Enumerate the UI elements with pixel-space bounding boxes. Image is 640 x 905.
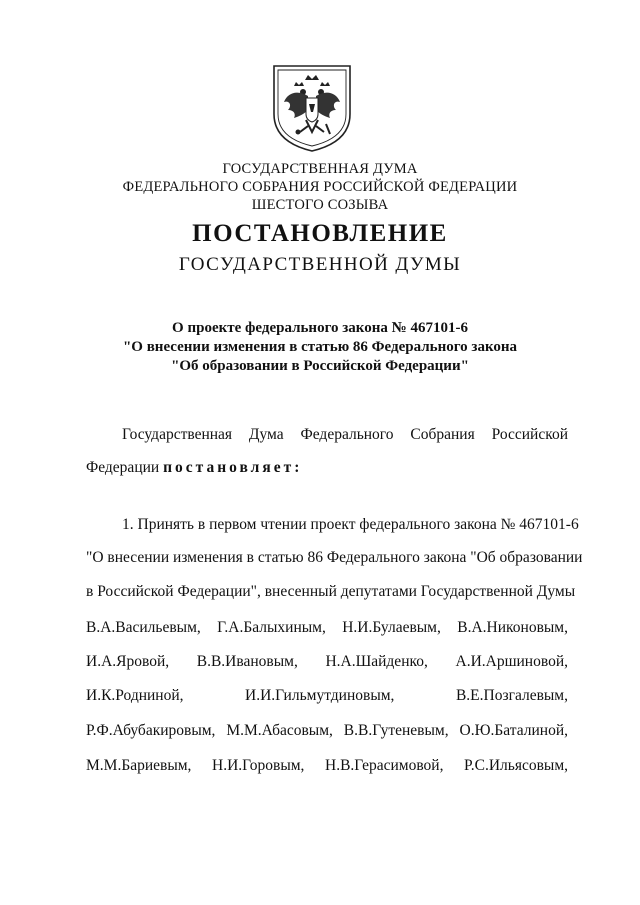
paragraph-1-line-7: Р.Ф.Абубакировым, М.М.Абасовым, В.В.Гутеневым, О.Ю.Баталиной, (86, 722, 568, 739)
subject-line-2: "О внесении изменения в статью 86 Федерального закона (122, 339, 518, 355)
subject-line-1: О проекте федерального закона № 467101-6 (172, 320, 468, 336)
coat-of-arms-icon (270, 62, 354, 154)
paragraph-1-line-8: М.М.Бариевым, Н.И.Горовым, Н.В.Герасимовой, Р.С.Ильясовым, (86, 757, 568, 774)
subject-block (0, 319, 640, 376)
header-line-2: ФЕДЕРАЛЬНОГО СОБРАНИЯ РОССИЙСКОЙ ФЕДЕРАЦИИ (122, 179, 518, 195)
subject-line-3: "Об образовании в Российской Федерации" (171, 358, 469, 374)
header-line-1: ГОСУДАРСТВЕННАЯ ДУМА (222, 161, 418, 177)
paragraph-1-line-3: в Российской Федерации", внесенный депутатами Государственной Думы (86, 583, 576, 600)
document-title: ПОСТАНОВЛЕНИЕ (192, 220, 448, 247)
document-subtitle: ГОСУДАРСТВЕННОЙ ДУМЫ (178, 254, 462, 275)
paragraph-1-line-4: В.А.Васильевым, Г.А.Балыхиным, Н.И.Булаевым, В.А.Никоновым, (86, 619, 568, 636)
paragraph-1-line-6: И.К.Родниной, И.И.Гильмутдиновым, В.Е.Позгалевым, (86, 687, 568, 704)
header-line-3: ШЕСТОГО СОЗЫВА (251, 197, 389, 213)
paragraph-1-line-2: "О внесении изменения в статью 86 Федерального закона "Об образовании (86, 549, 583, 566)
intro-line-2 (86, 458, 568, 478)
intro-prefix: Федерации (86, 459, 160, 476)
intro-line-1: Государственная Дума Федерального Собрания Российской (122, 426, 568, 443)
resolves-word: постановляет: (163, 459, 303, 476)
paragraph-1-line-1: 1. Принять в первом чтении проект федерального закона № 467101-6 (122, 516, 579, 533)
paragraph-1-line-5: И.А.Яровой, В.В.Ивановым, Н.А.Шайденко, А.И.Аршиновой, (86, 653, 568, 670)
